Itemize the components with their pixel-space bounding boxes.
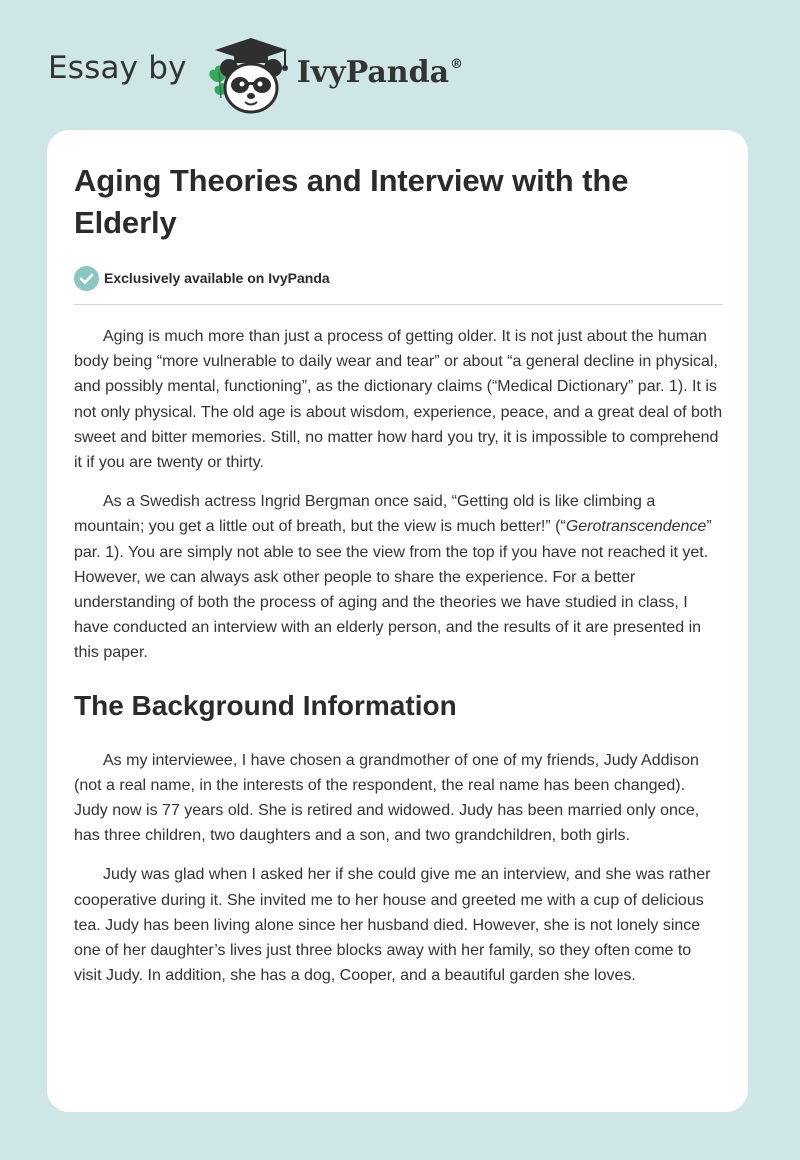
exclusive-badge	[74, 264, 723, 292]
check-circle-icon	[74, 266, 99, 291]
paragraph-spacer	[74, 848, 723, 862]
paragraph-2-part-1: As a Swedish actress Ingrid Bergman once said, “Getting old is like climbing a mountain; you get a little out of breath, but the view is much better!” (“	[74, 493, 656, 536]
paragraph-2	[74, 489, 723, 665]
brand-name	[297, 55, 463, 90]
panda-graduate-logo-icon	[201, 36, 293, 116]
citation-italic: Gerotranscendence	[565, 518, 707, 536]
paragraph-3: As my interviewee, I have chosen a grandmother of one of my friends, Judy Addison (not a real name, in the interests of the respondent, the real name has been changed). Judy now is 77 years old. She is retired and widowed. Judy has been married only once, has three children, two daughters and a son, and two grandchildren, both girls.	[74, 751, 700, 845]
section-heading: The Background Information	[74, 689, 457, 721]
page-title: Aging Theories and Interview with the Elderly	[74, 163, 629, 240]
brand-header[interactable]	[48, 36, 463, 116]
brand-prefix: Essay by	[48, 50, 187, 86]
registered-mark: ®	[450, 56, 464, 72]
article-body	[74, 160, 723, 988]
divider	[74, 304, 723, 305]
paragraph-1: Aging is much more than just a process of getting older. It is not just about the human body being “more vulnerable to daily wear and tear” or about “a general decline in physical, and possibly mental, functioning”, as the dictionary claims (“Medical Dictionary” par. 1). It is not only physical. The old age is about wisdom, experience, peace, and a great deal of both sweet and bitter memories. Still, no matter how hard you try, it is impossible to comprehend it if you are twenty or thirty.	[74, 328, 723, 472]
paragraph-spacer	[74, 475, 723, 489]
brand-name-text: IvyPanda	[296, 54, 450, 90]
article-card	[47, 130, 748, 1112]
paragraph-2-part-2: ” par. 1). You are simply not able to see the view from the top if you have not reached it yet. However, we can always ask other people to share the experience. For a better understanding of both the process of aging and the theories we have studied in class, I have conducted an interview with an elderly person, and the results of it are presented in this paper.	[74, 518, 712, 662]
paragraph-4: Judy was glad when I asked her if she could give me an interview, and she was rather cooperative during it. She invited me to her house and greeted me with a cup of delicious tea. Judy has been living alone since her husband died. However, she is not lonely since one of her daughter’s lives just three blocks away with her family, so they often come to visit Judy. In addition, she has a dog, Cooper, and a beautiful garden she loves.	[74, 866, 711, 985]
exclusive-label: Exclusively available on IvyPanda	[104, 270, 330, 286]
